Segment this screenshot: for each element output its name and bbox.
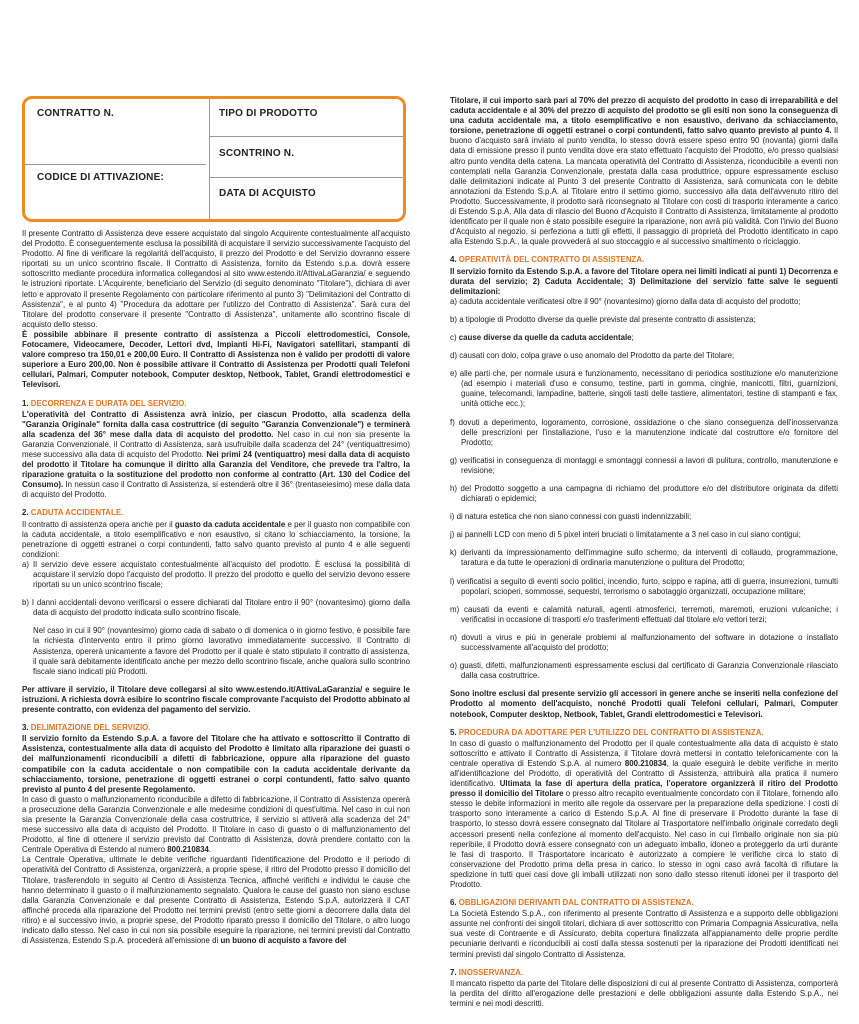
section-4-item-b: b) a tipologie di Prodotto diverse da quelle previste dal presente contratto di assistenza; [450, 314, 756, 324]
section-4-item-g: g) verificatisi in conseguenza di montaggi e smontaggi connessi a lavori di pulitura, controllo, manutenzione e revisione; [450, 455, 838, 475]
section-4-item-f: f) dovuti a deperimento, logoramento, corrosione, ossidazione o che siano conseguenza dell'inosservanza delle prescrizioni per l'installazione, l'uso e la manutenzione indicate dal costruttore e/o fornitore del Prodotto; [450, 417, 838, 447]
section-4-item-i: i) di natura estetica che non siano connessi con guasti indennizzabili; [450, 512, 692, 522]
intro-paragraph: Il presente Contratto di Assistenza deve essere acquistato dal singolo Acquirente contestualmente all'acquisto del Prodotto. È conseguentemente esclusa la possibilità di acquistare il servizio successivamente l'acquisto del Prodotto. Al fine di verificare la regolarità dell'acquisto, il prezzo del Prodotto e del Servizio dovranno essere riportati su un unico scontrino fiscale. Il Contratto di Assistenza, fornito da Estendo s.p.a. dovrà essere sottoscritto mediante procedura informatica collegandosi al sito www.estendo.it/AttivaLaGaranzia/ e seguendo le istruzioni riportate. L'Acquirente, beneficiario del Servizio (di seguito denominato "Titolare"), dichiara di aver letto e approvato il presente Regolamento con particolare riferimento al punto 3) "Delimitazioni del Contratto di Assistenza", e al punto 4) "Procedura da adottare per l'utilizzo del Contratto di Assistenza". Sarà cura del Titolare del prodotto conservare il presente "Contratto di Assistenza", unitamente allo scontrino fiscale di acquisto dello stesso. [22, 229, 410, 329]
section-3-body-2: La Centrale Operativa, ultimate le debite verifiche riguardanti l'identificazione del Prodotto e il periodo di operatività del Contratto di Assistenza, organizzerà, a proprie spese, il ritiro del Prodotto presso il domicilio del Titolare, trasferendolo in seguito al Centro di Assistenza Tecnica, affinché verifichi e individui le cause che hanno determinato il guasto o il malfunzionamento segnalato. Qualora le cause del guasto non siano escluse dalla Garanzia Convenzionale e dal presente Contratto di Assistenza, Estendo S.p.A. autorizzerà il CAT affinché proceda alla riparazione del Prodotto nei termini previsti (entro sette giorni a decorrere dalla data del ritiro) e al successivo invio, a proprie spese, del Prodotto riparato presso il domicilio del Titolare, o altro luogo indicato dallo stesso. Nel caso in cui non sia possibile eseguire la riparazione, nei termini previsti dal Contratto di Assistenza, Estendo S.p.A. procederà all'emissione di un buono di acquisto a favore del [22, 855, 410, 946]
section-4-item-c: c) cause diverse da quelle da caduta accidentale; [450, 332, 634, 342]
section-2-title: 2. CADUTA ACCIDENTALE. [22, 508, 124, 518]
section-6-body: La Società Estendo S.p.A., con riferimento al presente Contratto di Assistenza e a supporto delle obbligazioni assunte nei confronti dei singoli titolari, dichiara di aver sottoscritto con Primaria Compagnia Assicurativa, nella sua veste di Contraente e di Assicurato, debita copertura finalizzata all'appianamento delle proprie perdite pecuniarie derivanti e riconducibili ai costi dalla stessa sostenuti per la riparazione dei Prodotti identificati nei termini previsti dal singolo Contratto di Assistenza. [450, 909, 838, 959]
section-2-item-a: a) Il servizio deve essere acquistato contestualmente all'acquisto del prodotto. È esclusa la possibilità di acquistare il servizio dopo l'acquisto del prodotto. Il prezzo del prodotto e quello del servizio devono essere riportati su un unico scontrino fiscale; [22, 559, 410, 590]
form-divider-right-2 [209, 177, 403, 178]
section-5-title: 5. PROCEDURA DA ADOTTARE PER L'UTILIZZO DEL CONTRATTO DI ASSISTENZA. [450, 727, 764, 737]
section-4-item-j: j) ai pannelli LCD con meno di 5 pixel interi bruciati o limitatamente a 3 nel caso in cui siano contigui; [450, 530, 801, 540]
section-3-body-1: In caso di guasto o malfunzionamento riconducibile a difetto di fabbricazione, il Contratto di Assistenza opererà a prosecuzione della Garanzia Convenzionale e alle medesime condizioni di quest'ultima. Nel caso in cui non sia presente la Garanzia Convenzionale della casa costruttrice, il servizio si attiverà alla scadenza del 24° mese successivo alla data di acquisto del Prodotto. Il Titolare in caso di guasto o di malfunzionamento del Prodotto, al fine di ottenere il servizio previsto dal Contratto di Assistenza, dovrà prendere contatto con la Centrale Operativa di Estendo al numero 800.210834. [22, 794, 410, 855]
section-4-item-e: e) alle parti che, per normale usura e funzionamento, necessitano di periodica sostituzione e/o manutenzione (ad esempio i materiali d'uso e consumo, testine, parti in gomma, cinghie, manicotti, filtri, guarnizioni, guaine, telecomandi, lampadine, batterie, singoli tasti delle tastiere, alimentatori, testine di stampanti e fax, unità ottiche ecc.); [450, 369, 838, 409]
section-4-item-k: k) derivanti da impressionamento dell'immagine sullo schermo, da interventi di collaudo, programmazione, taratura e da tutte le operazioni di ordinaria manutenzione o pulitura del Prodotto; [450, 548, 838, 568]
contract-form-box [22, 96, 406, 222]
receipt-number-label: SCONTRINO N. [219, 148, 295, 159]
section-3-title: 3. DELIMITAZIONE DEL SERVIZIO. [22, 723, 151, 733]
section-4-item-o: o) guasti, difetti, malfunzionamenti espressamente esclusi dal certificato di Garanzia Convenzionale rilasciato dalla casa costruttrice. [450, 661, 838, 681]
section-2-activation-note: Per attivare il servizio, il Titolare deve collegarsi al sito www.estendo.it/AttivaLaGaranzia/ e seguire le istruzioni. A richiesta dovrà esibire lo scontrino fiscale comprovante l'acquisto del Prodotto abbinato al presente contratto, con evidenza del pagamento del servizio. [22, 684, 410, 715]
section-4-item-n: n) dovuti a virus e più in generale problemi al malfunzionamento del software in dotazione o installato successivamente all'acquisto del prodotto; [450, 632, 838, 653]
section-4-item-m: m) causati da eventi e calamità naturali, agenti atmosferici, terremoti, maremoti, eruzioni vulcaniche; i verificatisi in occasione di trasporti e/o trasferimenti effettuati dal titolare e/o vettori terzi; [450, 604, 838, 624]
form-divider-vertical [209, 99, 210, 219]
form-divider-left [25, 164, 206, 165]
section-7-body: Il mancato rispetto da parte del Titolare delle disposizioni di cui al presente Contratto di Assistenza, comporterà la perdita del diritto all'erogazione delle prestazioni e delle obbligazioni assunte dalla Estendo S.p.A., nei termini e nei modi descritti. [450, 978, 838, 1008]
right-column [450, 96, 838, 1017]
intro-bold-paragraph: È possibile abbinare il presente contratto di assistenza a Piccoli elettrodomestici, Console, Fotocamere, Videocamere, Decoder, Lettori dvd, Impianti Hi-Fi, Navigatori satellitari, stampanti di valore compreso tra 150,01 e 200,00 Euro. Il Contratto di Assistenza non è valido per prodotti di valore superiore a Euro 200,00. Non è possibile attivare il Contratto di Assistenza per Prodotti quali Telefoni cellulari, Palmari, Computer notebook, Computer desktop, Netbook, Tablet, Grandi elettrodomestici e Televisori. [22, 329, 410, 390]
activation-code-label: CODICE DI ATTIVAZIONE: [37, 172, 164, 183]
left-column [22, 229, 410, 946]
product-type-label: TIPO DI PRODOTTO [219, 108, 318, 119]
section-4-item-h: h) del Prodotto soggetto a una campagna di richiamo del produttore e/o del distributore originata da difetti dichiarati o epidemici; [450, 484, 838, 504]
section-5-body: In caso di guasto o malfunzionamento del Prodotto per il quale contestualmente alla data di acquisto è stato sottoscritto e attivato il Contratto di Assistenza, il Titolare dovrà mettersi in contatto telefonicamente con la centrale operativa di Estendo S.p.A. al numero 800.210834, la quale eseguirà le debite verifiche in merito all'identificazione del Prodotto, di operatività del Contratto di Assistenza, attribuirà alla pratica il numero identificativo. Ultimata la fase di apertura della pratica, l'operatore organizzerà il ritiro del Prodotto presso il domicilio del Titolare o presso altro recapito eventualmente concordato con il Titolare, fornendo allo stesso le debite informazioni in merito alle regole da osservare per la preparazione della spedizione. I costi di trasporto sono interamente a carico di Estendo S.p.A. Al fine di preservare il Prodotto durante la fase di trasporto, lo stesso dovrà essere consegnato dal Titolare al Trasportatore nell'imballo originale corredato degli accessori presenti nella confezione al momento dell'acquisto. Nel caso in cui l'imballo originale non sia più reperibile, il Prodotto dovrà essere consegnato con un adeguato imballo, idoneo a proteggerlo da urti durante le fasi di trasporto. Il Trasportatore incaricato è autorizzato a compiere le verifiche circa lo stato di conservazione del Prodotto prima della presa in carico. Io stesso in ogni caso avrà facoltà di rifiutare la spedizione in tutti quei casi dove gli imballi utilizzati non sono dallo stesso ritenuti idonei per il trasporto del Prodotto. [450, 738, 838, 889]
section-1-body: L'operatività del Contratto di Assistenza avrà inizio, per ciascun Prodotto, alla scadenza della "Garanzia Originale" fornita dalla casa costruttrice (di seguito "Garanzia Convenzionale") e terminerà alla scadenza del 36° mese dalla data di acquisto del prodotto. Nel caso in cui non sia presente la Garanzia Convenzionale, il Contratto di Assistenza, sarà usufruibile dalla scadenza del 24° (ventiquattresimo) mese successivo alla data di acquisto del Prodotto. Nei primi 24 (ventiquattro) mesi dalla data di acquisto del prodotto il Titolare ha comunque il diritto alla Garanzia del Venditore, che prevede tra l'altro, la riparazione gratuita o la sostituzione del prodotto non conforme al contratto (Art. 130 del Codice del Consumo). In nessun caso il Contratto di Assistenza, si estenderà oltre il 36° (trentaseiesimo) mese dalla data di acquisto del Prodotto. [22, 409, 410, 500]
contract-number-label: CONTRATTO N. [37, 108, 115, 119]
section-4-bold: Il servizio fornito da Estendo S.p.A. a favore del Titolare opera nei limiti indicati ai punti 1) Decorrenza e durata del servizio; 2) Caduta Accidentale; 3) Delimitazione del servizio fatte salve le seguenti delimitazioni: [450, 266, 838, 296]
section-4-item-a: a) caduta accidentale verificatesi oltre il 90° (novantesimo) giorno dalla data di acquisto del prodotto; [450, 296, 801, 306]
section-6-title: 6. OBBLIGAZIONI DERIVANTI DAL CONTRATTO DI ASSISTENZA. [450, 898, 694, 908]
section-1-title: 1. DECORRENZA E DURATA DEL SERVIZIO. [22, 398, 187, 408]
section-7-title: 7. INOSSERVANZA. [450, 967, 523, 977]
purchase-date-label: DATA DI ACQUISTO [219, 188, 316, 199]
section-2-item-b: b) I danni accidentali devono verificarsi o essere dichiarati dal Titolare entro il 90° (novantesimo) giorno dalla data di acquisto del prodotto indicata sullo scontrino fiscale. [22, 598, 410, 618]
section-2-item-b-cont: Nel caso in cui il 90° (novantesimo) giorno cada di sabato o di domenica o in giorno festivo, è possibile fare la richiesta d'intervento entro il primo giorno lavorativo immediatamente successivo. Il Contratto di Assistenza, opererà unicamente a favore del Prodotto per il quale è stato stipulato il contratto di assistenza, il quale sarà debitamente identificato anche per mezzo dello scontrino fiscale, anche qualora sullo scontrino fiscale siano indicati più Prodotti. [33, 626, 410, 676]
section-3-continuation: Titolare, il cui importo sarà pari al 70% del prezzo di acquisto del prodotto in caso di irreparabilità e del caduta accidentale e al 30% del prezzo di acquisto del prodotto se gli esiti non sono la conseguenza di una caduta accidentale ma, a titolo esemplificativo e non esaustivo, derivano da schiacciamento, torsione, penetrazione di oggetti estranei o corpi contundenti, fatto salvo quanto previsto al punto 4. Il buono d'acquisto sarà inviato al punto vendita, lo stesso dovrà essere speso entro 90 (novanta) giorni dalla data di emissione presso il punto vendita dove era stato effettuato l'acquisto del Prodotto, e/o presso qualsiasi altro punto vendita della catena. La mancata operatività del Contratto di Assistenza, riconducibile a eventi non contemplati nella Garanzia Convenzionale, prestata dalla casa produttrice, oppure espressamente escluso dalle delimitazioni indicate al Punto 3 del presente Contratto di Assistenza, sarà comunicata con le debite annotazioni da Estendo S.p.A. al Titolare entro il settimo giorno, successivo alla data dell'avvenuto ritiro del Prodotto. Successivamente, il prodotto sarà riconsegnato al Titolare con costi di trasporto interamente a carico di Estendo S.p.A. Alla data di rilascio del Buono d'Acquisto il Contratto di Assistenza, limitatamente al prodotto identificato per il quale non è stato possibile eseguire la riparazione, non avrà più validità. Con l'invio del Buono d'Acquisto al negozio, si perfeziona a tutti gli effetti, il passaggio di proprietà del Prodotto identificato in capo alla Estendo S.p.A., la quale provvederà al suo stoccaggio e al successivo smaltimento o riciclaggio. [450, 96, 839, 247]
section-4-title: 4. OPERATIVITÀ DEL CONTRATTO DI ASSISTENZA. [450, 255, 645, 265]
section-4-item-d: d) causati con dolo, colpa grave o uso anomalo del Prodotto da parte del Titolare; [450, 351, 735, 361]
form-divider-right-1 [209, 136, 403, 137]
section-4-item-l: l) verificatisi a seguito di eventi socio politici, incendio, furto, scippo e rapina, atti di guerra, insurrezioni, tumulti popolari, scioperi, sommosse, sequestri, terrorismo o sabotaggio organizzati, occupazione militare; [450, 576, 838, 596]
section-4-exclusions: Sono inoltre esclusi dal presente servizio gli accessori in genere anche se inseriti nella confezione del Prodotto al momento dell'acquisto, nonché Prodotti quali Telefoni cellulari, Palmari, Computer notebook, Computer desktop, Netbook, Tablet, Grandi elettrodomestici e Televisori. [450, 689, 838, 719]
section-3-bold: Il servizio fornito da Estendo S.p.A. a favore del Titolare che ha attivato e sottoscritto il Contratto di Assistenza, contestualmente alla data di acquisto del Prodotto è limitato alla riparazione dei guasti o dei malfunzionamenti riconducibili a difetti di fabbricazione, oppure alla riparazione del guasto compatibile con la caduta accidentale o non compatibile con la caduta accidentale derivante da schiacciamento, torsione, penetrazione di oggetti estranei o corpi contundenti, fatto salvo quanto previsto al punto 4 del presente Regolamento. [22, 734, 410, 794]
section-2-intro: Il contratto di assistenza opera anche per il guasto da caduta accidentale e per il guasto non compatibile con la caduta accidentale, a titolo esemplificativo e non esaustivo, si citano lo schiacciamento, la torsione, la penetrazione di oggetti estranei o corpi contundenti, fatto salvo quanto previsto al punto 4 e alle seguenti condizioni: [22, 519, 410, 559]
